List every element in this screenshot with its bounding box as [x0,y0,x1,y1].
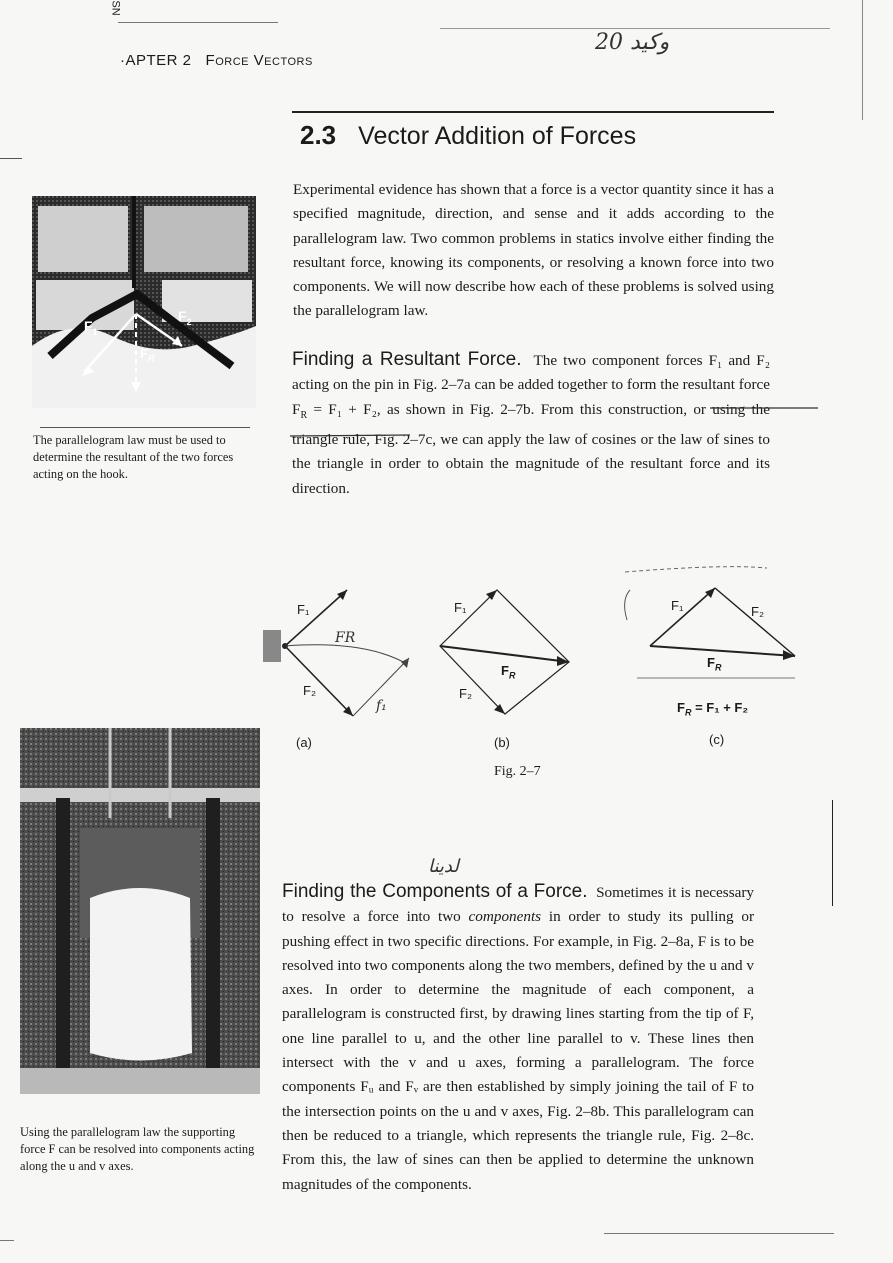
fig-a-f2-arrow [285,646,353,716]
hook-photo: $F_1$ $F_2$ $F_R$ [32,196,256,408]
photo-label-fr: F [140,346,148,361]
fig-b-label-f2: F₂ [459,686,472,701]
handwritten-note: وكيد 20 [595,30,670,55]
fig-a-hand-fr: FR [335,630,356,646]
chapter-prefix: · [120,52,126,69]
running-header [120,52,313,69]
handwritten-components: لدينا [428,856,459,877]
fig-b-fr-sub: R [508,670,516,681]
resultant-heading: Finding a Resultant Force. [292,349,522,370]
fig-panel-b: (b) [494,735,510,750]
fig-c-label-fr [707,655,721,673]
edge-mark: SN [109,0,122,16]
support-photo [20,728,260,1094]
pen-underlines [290,400,820,460]
components-heading: Finding the Components of a Force. [282,881,588,902]
fig-c-eq-symbol: F [677,700,685,715]
section-heading: Vector Addition of Forces [358,122,637,150]
photo-label-f2: F [178,308,187,324]
photo1-caption: The parallelogram law must be used to determine the resultant of the two forces acting on the hook. [33,433,234,481]
photo-label-f1: F [84,318,93,334]
fig-b-fr-symbol: F [501,663,509,678]
hook-photo-image [32,196,256,408]
fig-a-label-f2: F₂ [303,683,316,698]
chapter-title: Force Vectors [205,52,313,69]
intro-paragraph: Experimental evidence has shown that a force is a vector quantity since it has a specified magnitude, direction, and sense and it adds according to the parallelogram law. Two common problems in statics involve either finding the resultant force, knowing its components, or resolving a known force into two components. We will now describe how each of these problems is solved using the parallelogram law. [293,181,774,320]
support-photo-image [20,728,260,1094]
resultant-text-2: = F₁ + F₂, as shown in Fig. 2–7b. From this construction, or using the triangle rule, Fig. 2–7c, we can apply the law of cosines or the law of sines to the triangle in order to obtain the magnitude of the resultant force and its direction. [292,400,770,497]
fig-a-label-f1: F₁ [297,602,310,617]
fig-c-f2 [715,588,795,656]
fig-caption: Fig. 2–7 [494,764,541,779]
components-text-1: Sometimes it is necessary to resolve a force into two [282,884,755,926]
fig-a-pen-resultant [285,645,407,664]
fig-c-equation [677,700,748,718]
resultant-paragraph: Finding a Resultant Force. The two component forces F₁ and F₂ acting on the pin in Fig. 2–7a can be added together to form the resultant force $F_R = F_1 + F_2$, as shown in Fig. 2–7b. From this construction, or using the triangle rule, Fig. 2–7c, we can apply the law of cosines or the law of sines to the triangle in order to obtain the magnitude of the resultant force and its direction. [292,349,771,497]
figure-2-7 [255,560,815,760]
fig-panel-c: (c) [709,732,725,747]
fig-a-hand-f1: f₁ [376,698,387,714]
fig-c-fr-sub: R [714,662,722,673]
fig-c-eq-sub: R [684,707,692,718]
chapter-number: APTER 2 [125,52,192,69]
fig-c-resultant [650,646,795,656]
components-text-2: in order to study its pulling or pushing effect in two specific directions. For example, in Fig. 2–8a, F is to be resolved into two components along the two members, defined by the u and v axes. In order to determine the magnitude of each component, a parallelogram is constructed first, by drawing lines starting from the tip of F, one line parallel to u, and the other line parallel to v. These lines then intersect with the v and u axes, forming a parallelogram. The force components Fᵤ and Fᵥ are then established by simply joining the tail of F to the intersection points on the u and v axes, Fig. 2–8b. This parallelogram can then be reduced to a triangle, which represents the triangle rule, Fig. 2–8c. From this, the law of sines can then be applied to determine the unknown magnitudes of the components. [282,908,755,1193]
fig-c-fr-symbol: F [707,655,715,670]
fig-b-label-fr [501,663,515,681]
components-emphasis: components [468,908,542,926]
section-title [300,120,636,151]
fig-c-eq-tail: = F₁ + F₂ [691,700,749,715]
fig-a-wall [263,630,281,662]
components-paragraph [282,880,754,1197]
photo2-caption: Using the parallelogram law the supporting force F can be resolved into components acting along the u and v axes. [20,1125,255,1173]
resultant-text-1: The two component forces F₁ and F₂ acting on the pin in Fig. 2–7a can be added together to form the resultant force F [292,352,771,418]
section-number: 2.3 [300,120,337,150]
fig-panel-a: (a) [296,735,312,750]
fig-b-resultant [440,646,569,662]
fig-c-f1 [650,588,715,646]
fig-c-label-f2: F₂ [751,604,764,619]
fig-b-label-f1: F₁ [454,600,467,615]
fig-c-label-f1: F₁ [671,598,684,613]
